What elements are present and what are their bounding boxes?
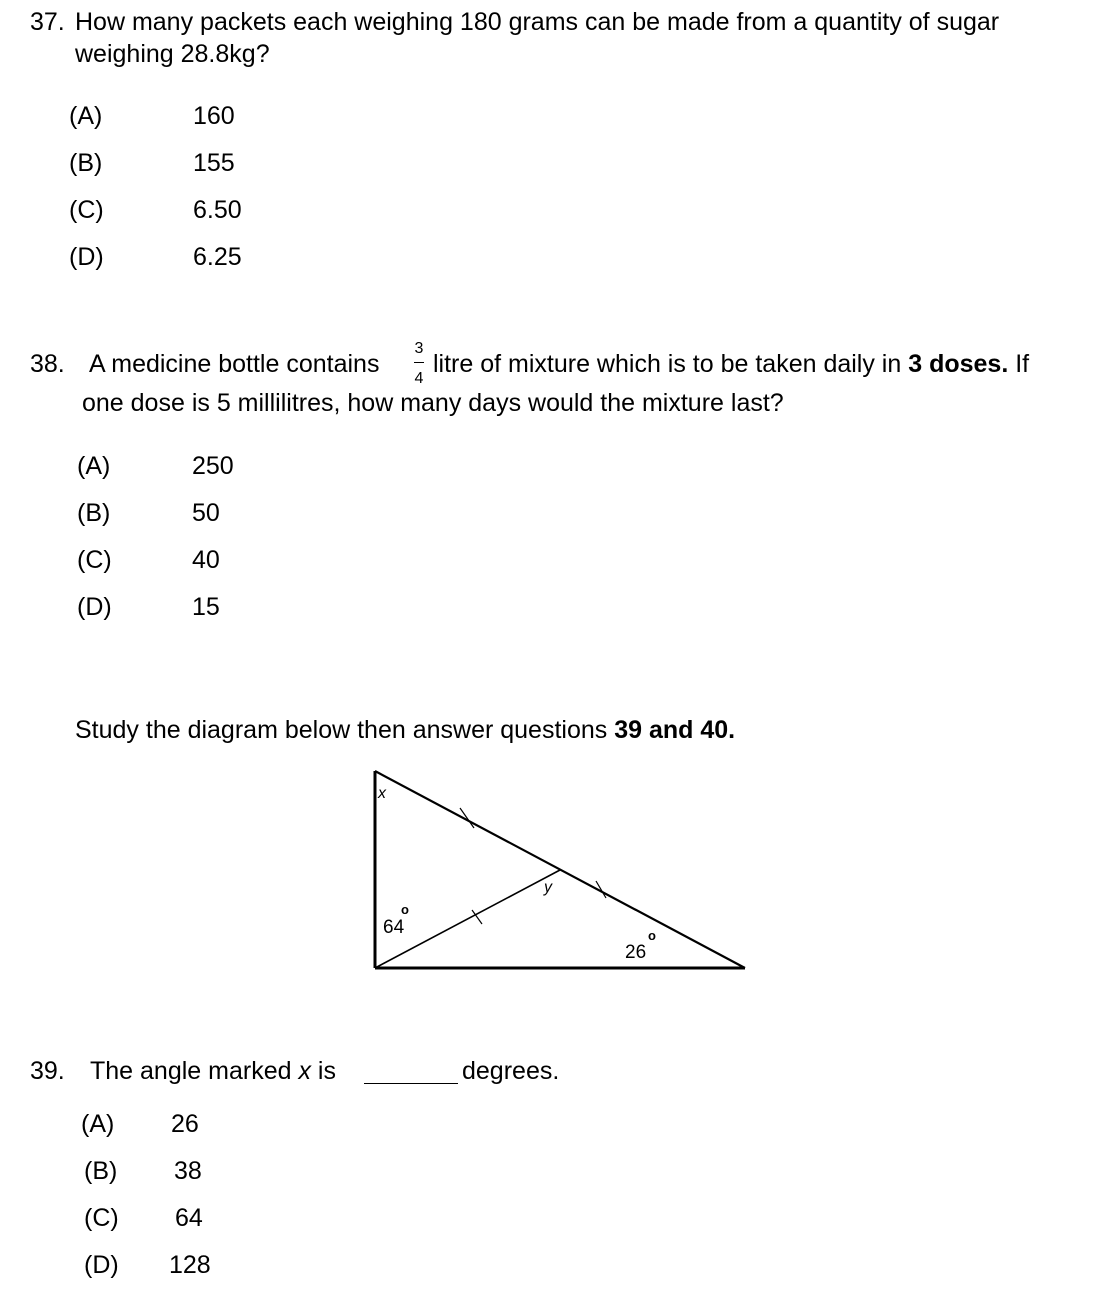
degree-mark-64: o xyxy=(401,902,409,917)
option-d-value: 6.25 xyxy=(193,243,242,271)
label-x: x xyxy=(378,785,386,802)
option-b-letter: (B) xyxy=(84,1157,118,1185)
option-d-letter: (D) xyxy=(77,593,112,621)
option-c-letter: (C) xyxy=(77,546,112,574)
fraction-bar xyxy=(414,362,424,363)
option-a-value: 160 xyxy=(193,102,235,130)
degree-mark-26: o xyxy=(648,928,656,943)
option-b-letter: (B) xyxy=(69,149,103,177)
option-a-value: 250 xyxy=(192,452,234,480)
option-b-letter: (B) xyxy=(77,499,111,527)
question-number: 39. xyxy=(30,1057,65,1085)
question-number: 38. xyxy=(30,350,65,378)
option-b-value: 38 xyxy=(174,1157,202,1185)
question-text xyxy=(90,1059,336,1084)
study-instruction-bold: 39 and 40. xyxy=(614,716,736,744)
triangle-svg xyxy=(370,766,750,972)
option-c-letter: (C) xyxy=(84,1204,119,1232)
option-c-value: 6.50 xyxy=(193,196,242,224)
question-text-bold-doses: 3 doses. xyxy=(908,350,1009,378)
study-instruction-text: Study the diagram below then answer questions xyxy=(75,716,608,744)
question-variable-x: x xyxy=(298,1057,311,1085)
option-b-value: 155 xyxy=(193,149,235,177)
option-c-letter: (C) xyxy=(69,196,104,224)
option-b-value: 50 xyxy=(192,499,220,527)
angle-64-value: 64 xyxy=(383,917,405,938)
option-a-letter: (A) xyxy=(69,102,103,130)
option-d-value: 15 xyxy=(192,593,220,621)
triangle-diagram xyxy=(370,766,750,972)
question-text-end: If xyxy=(1015,350,1030,378)
fraction-denominator: 4 xyxy=(414,370,424,387)
option-c-value: 40 xyxy=(192,546,220,574)
question-text-after-fraction xyxy=(433,352,1029,377)
option-c-value: 64 xyxy=(175,1204,203,1232)
option-a-value: 26 xyxy=(171,1110,199,1138)
question-number: 37. xyxy=(30,8,65,36)
angle-26-value: 26 xyxy=(625,942,647,963)
fraction-numerator: 3 xyxy=(414,340,424,357)
question-text-line-1: How many packets each weighing 180 grams can be made from a quantity of sugar xyxy=(75,8,1000,36)
option-d-value: 128 xyxy=(169,1251,211,1279)
question-text-is: is xyxy=(317,1057,336,1085)
option-a-letter: (A) xyxy=(77,452,111,480)
question-text-mid: litre of mixture which is to be taken daily in xyxy=(433,350,902,378)
label-y: y xyxy=(544,879,552,896)
answer-blank xyxy=(364,1083,458,1084)
option-d-letter: (D) xyxy=(84,1251,119,1279)
question-text-line-2: one dose is 5 millilitres, how many days would the mixture last? xyxy=(82,389,784,417)
question-text-after: degrees. xyxy=(462,1057,560,1085)
question-text-before-fraction: A medicine bottle contains xyxy=(89,350,380,378)
option-a-letter: (A) xyxy=(81,1110,115,1138)
study-instruction xyxy=(75,718,735,743)
question-text-line-2: weighing 28.8kg? xyxy=(75,40,270,68)
option-d-letter: (D) xyxy=(69,243,104,271)
question-text-before: The angle marked xyxy=(90,1057,292,1085)
